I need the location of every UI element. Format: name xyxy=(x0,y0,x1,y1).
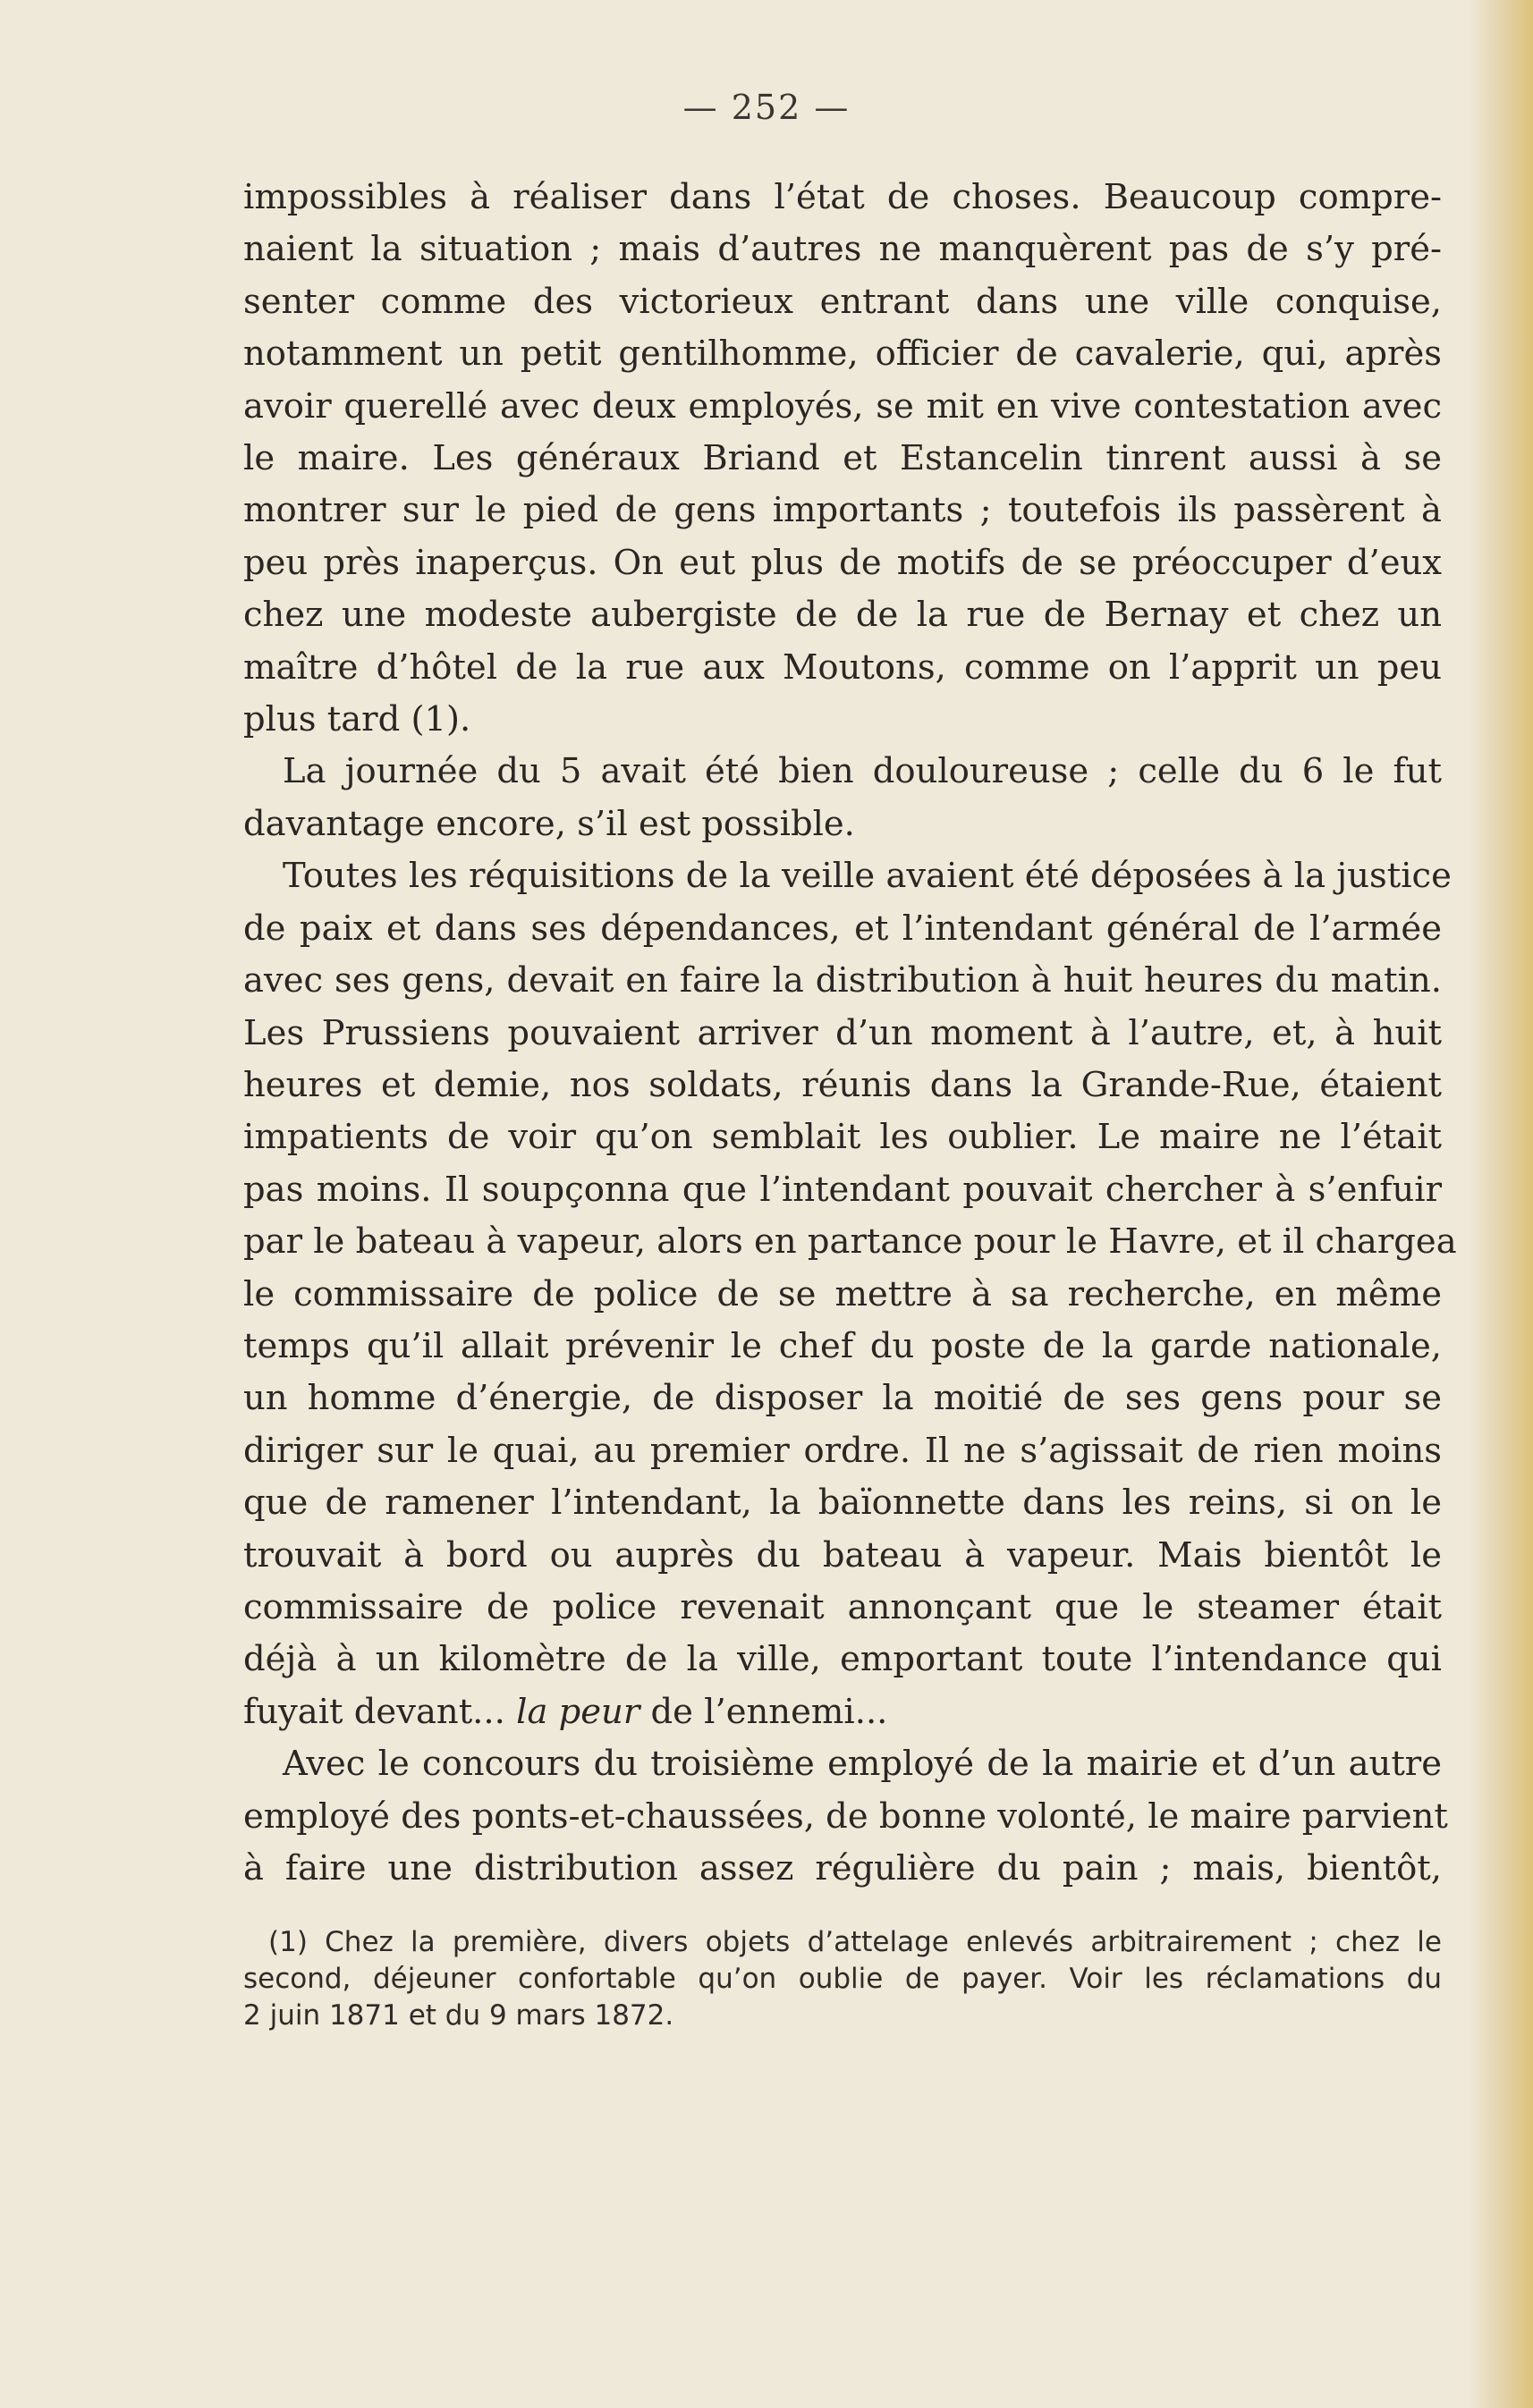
text-line: maître d’hôtel de la rue aux Moutons, comme on l’apprit un peu xyxy=(243,646,1442,688)
text-line: par le bateau à vapeur, alors en partance pour le Havre, et il chargea xyxy=(243,1221,1457,1263)
text-line: notamment un petit gentilhomme, officier de cavalerie, qui, après xyxy=(243,334,1442,375)
text-line: déjà à un kilomètre de la ville, emportant toute l’intendance qui xyxy=(243,1639,1442,1680)
text-fragment: fuyait devant... xyxy=(243,1691,517,1732)
text-line: plus tard (1). xyxy=(243,699,471,740)
text-line: impatients de voir qu’on semblait les oublier. Le maire ne l’était xyxy=(243,1117,1442,1158)
text-line: avoir querellé avec deux employés, se mit en vive contestation avec xyxy=(243,385,1442,427)
text-line: le maire. Les généraux Briand et Estancelin tinrent aussi à se xyxy=(243,438,1442,479)
text-line: de paix et dans ses dépendances, et l’intendant général de l’armée xyxy=(243,908,1442,949)
text-line xyxy=(243,1686,1442,1738)
text-line: le commissaire de police de se mettre à sa recherche, en même xyxy=(243,1273,1442,1314)
text-line: La journée du 5 avait été bien douloureuse ; celle du 6 le fut xyxy=(283,751,1442,792)
text-line: naient la situation ; mais d’autres ne manquèrent pas de s’y pré- xyxy=(243,229,1442,270)
text-line: pas moins. Il soupçonna que l’intendant pouvait chercher à s’enfuir xyxy=(243,1169,1442,1210)
text-line: à faire une distribution assez régulière du pain ; mais, bientôt, xyxy=(243,1848,1442,1888)
footnote-line: (1) Chez la première, divers objets d’attelage enlevés arbitrairement ; chez le xyxy=(268,1926,1442,1958)
page-number: — 252 — xyxy=(682,88,851,127)
text-line: davantage encore, s’il est possible. xyxy=(243,803,855,844)
italic-text: la peur xyxy=(516,1691,640,1732)
text-fragment: de l’ennemi... xyxy=(639,1691,888,1732)
text-line: commissaire de police revenait annonçant que le steamer était xyxy=(243,1586,1442,1627)
body-text xyxy=(243,172,1457,1895)
text-line: Avec le concours du troisième employé de la mairie et d’un autre xyxy=(283,1744,1442,1785)
text-line: chez une modeste aubergiste de de la rue de Bernay et chez un xyxy=(243,595,1442,636)
text-line: impossibles à réaliser dans l’état de choses. Beaucoup compre- xyxy=(243,177,1442,217)
text-line: temps qu’il allait prévenir le chef du poste de la garde nationale, xyxy=(243,1325,1442,1366)
text-line: employé des ponts-et-chaussées, de bonne volonté, le maire parvient xyxy=(243,1795,1448,1837)
footnote xyxy=(243,1924,1442,2034)
text-line: Toutes les réquisitions de la veille avaient été déposées à la justice xyxy=(283,856,1452,897)
text-line: diriger sur le quai, au premier ordre. Il ne s’agissait de rien moins xyxy=(243,1430,1442,1471)
text-line: avec ses gens, devait en faire la distribution à huit heures du matin. xyxy=(243,960,1442,1001)
footnote-line: second, déjeuner confortable qu’on oublie de payer. Voir les réclamations du xyxy=(243,1963,1442,1995)
text-line: un homme d’énergie, de disposer la moitié de ses gens pour se xyxy=(243,1378,1442,1419)
text-line: que de ramener l’intendant, la baïonnette dans les reins, si on le xyxy=(243,1483,1442,1524)
text-line: peu près inaperçus. On eut plus de motifs de se préoccuper d’eux xyxy=(243,542,1442,583)
footnote-line: 2 juin 1871 et du 9 mars 1872. xyxy=(243,1999,674,2032)
text-line: heures et demie, nos soldats, réunis dans la Grande-Rue, étaient xyxy=(243,1064,1442,1105)
text-line: montrer sur le pied de gens importants ; toutefois ils passèrent à xyxy=(243,490,1442,531)
text-line: senter comme des victorieux entrant dans une ville conquise, xyxy=(243,281,1442,322)
text-line: Les Prussiens pouvaient arriver d’un moment à l’autre, et, à huit xyxy=(243,1012,1442,1053)
text-line: trouvait à bord ou auprès du bateau à vapeur. Mais bientôt le xyxy=(243,1534,1442,1576)
